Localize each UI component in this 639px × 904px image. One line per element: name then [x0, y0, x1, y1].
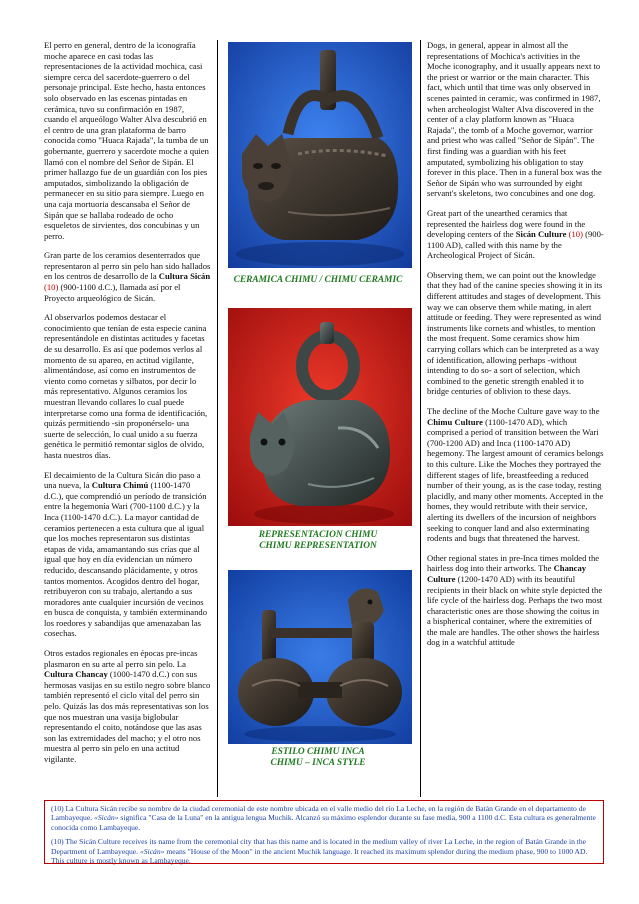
- es-paragraph-1: El perro en general, dentro de la iconografía moche aparece en casi todas las representaciones de la actividad mochica, casi siempre cerca del sacerdote-guerrero o del personaje principal. Este hecho, hasta entonces solo observado en las escenas pintadas en cerámica, tuvo su confirmación en 1987, cuando el arqueólogo Walter Alva descubrió en el centro de una gran plataforma de barro conocida como "Huaca Rajada", la tumba de un gobernante, guerrero y sacerdote moche a quien llamó con el nombre del Señor de Sipán. El primer hallazgo fue de un guardián con los pies amputados, simbolizando la obligación de permanecer en su sitio para siempre. Luego en una caja mortuoria descansaba el Señor de Sipán que se hallaba rodeado de ocho esqueletos de sirvientes, dos concubinas y un perro.: [44, 40, 209, 241]
- caption2-line2: CHIMU REPRESENTATION: [259, 541, 377, 551]
- es-p4-text-b: (1100-1470 d.C.), que comprendió un período de transición entre la hegemonía Wari (700-1100 d.C.) y la Inca (1100-1470 d.C.). La mayor cantidad de ceramios pertenecen a esta cultura que al igual que los moches representaron sus distintas etapas de vida, amamantando sus crías que al igual que hoy en día evidencian un número reducido, descansando plácidamente, y otros tantos momentos. Acogidos dentro del hogar, retribuyeron con su trabajo, alertando a sus moradores ante cualquier incursión de vecinos en busca de conquista, y también exterminando los roedores y sabandijas que amenazaban las cosechas.: [44, 480, 207, 639]
- en-p5-text-b: (1200-1470 AD) with its beautiful recipients in their black on white style depicted the life cycle of the hairless dog. Perhaps the two most characteristic ones are those showing the coitus in a bispherical container, where the extremities of the male are handles. The other shows the hairless dog in a watchful attitude: [427, 573, 603, 648]
- en-footnote-ref: (10): [568, 229, 583, 240]
- en-p4-text-b: (1100-1470 AD), which comprised a period of transition between the Wari (700-1200 AD) and Inca (1100-1470 AD) hegemony. The largest amount of ceramics belongs to this culture. Like the Moches they portrayed the different stages of life, breastfeeding a reduced number of their young, as is the case today, resting placidly, and many other moments. Accepted in the homes, they would retribute with their service, alerting its dwellers of the incursion of neighbors seeking to conquer land and also exterminating rodents and bugs that threatened the harvest.: [427, 416, 604, 544]
- es-p5-text-b: (1000-1470 d.C.) con sus hermosas vasijas en su estilo negro sobre blanco también representó el ciclo vital del perro sin pelo. Quizás las dos más representativas son los que nos muestran una vasija biglobular representando el coito, notándose que las asas son las extremidades del macho; y el otro nos muestra al perro sin pelo en una actitud vigilante.: [44, 669, 211, 764]
- es-culture-chancay: Cultura Chancay: [44, 669, 108, 680]
- en-p5-text-a: Other regional states in pre-Inca times molded the hairless dog into their artworks. The: [427, 552, 600, 574]
- en-paragraph-2: [427, 208, 604, 261]
- en-paragraph-4: [427, 406, 604, 544]
- es-paragraph-4: [44, 470, 211, 640]
- es-paragraph-5: [44, 648, 211, 765]
- es-p4-text-a: El decaimiento de la Cultura Sicán dio paso a una nueva, la: [44, 469, 201, 491]
- en-p2-text-a: Great part of the unearthed ceramics that represented the hairless dog were found in the developing centers of the: [427, 207, 586, 240]
- es-paragraph-2: [44, 250, 211, 303]
- caption3-line1: ESTILO CHIMU INCA: [271, 747, 365, 757]
- es-culture-sican: Cultura Sicán: [158, 271, 211, 282]
- english-text-column: [420, 40, 604, 797]
- footnote-box: [44, 800, 604, 864]
- chimu-representation-photo: [228, 308, 412, 526]
- es-p5-text-a: Otros estados regionales en épocas pre-incas plasmaron en su arte al perro sin pelo. La: [44, 648, 198, 669]
- en-paragraph-3: Observing them, we can point out the knowledge that they had of the canine species showing it in its different attitudes and stages of development. This way we can observe them while mating, in alert attitude or feeding. They were represented as wind instruments like cornets and whistles, to mention the most frequent. Some ceramics show him carrying collars which can be interpreted as a way of identification, allowing perhaps -without intending to do so- a sort of selection, which combined to the genetic strength enabled it to bridge centuries of oblivion to these days.: [427, 269, 603, 397]
- footnote-english: [51, 837, 597, 865]
- footnote-es-text-b: significa "Casa de la Luna" en la antigua lengua Muchik. Alcanzó su máximo esplendor durante su fase media, 900 a 1100 d.C. Esta cultura es generalmente conocida como Lambayeque.: [51, 813, 596, 832]
- en-culture-sican: Sicán Culture: [515, 229, 567, 240]
- es-p2-text-b: (900-1100 d.C.), llamada así por el Proyecto arqueológico de Sicán.: [44, 282, 181, 303]
- footnote-en-text-a: (10) The Sicán Culture receives its name from the ceremonial city that has this name and is located in the medium valley of river La Leche, in the region of Batán Grande in the Department of Lambayeque.: [51, 837, 587, 856]
- spanish-text-column: [44, 40, 218, 797]
- en-paragraph-1: Dogs, in general, appear in almost all the representations of Mochica's activities in the Moche iconography, and it usually appears next to the priest or warrior or the main character. This fact, which until that time was only observed in scenes painted in ceramic, was confirmed in 1987, when archeologist Walter Alva discovered in the center of a clay platform known as "Huaca Rajada", the tomb of a Moche governor, warrior and priest who was called "Señor de Sipán". The first finding was a guardian with his feet amputated, symbolizing his obligation to stay forever in this place. Then in a funeral box was the Señor de Sipán who was surrounded by eight servant's skeletons, two concubines and one dog.: [427, 40, 602, 199]
- en-p2-text-b: (900-1100 AD), called with this name by the Archeological Project of Sicán.: [427, 229, 604, 261]
- footnote-es-text-a: (10) La Cultura Sicán recibe su nombre de la ciudad ceremonial de este nombre ubicada en el valle medio del río La Leche, en la región de Batán Grande en el departamento de Lambayeque.: [51, 804, 586, 823]
- en-paragraph-5: [427, 553, 604, 648]
- caption-chimu-inca-style: [222, 747, 414, 769]
- es-culture-chimu: Cultura Chimú: [91, 480, 149, 491]
- caption-chimu-representation: [222, 530, 414, 552]
- chimu-ceramic-photo: [228, 42, 412, 268]
- caption3-line2: CHIMU – INCA STYLE: [270, 758, 366, 768]
- footnote-en-text-b: means "House of the Moon" in the ancient Muchik language. It reached its maximum splendor during the medium phase, 900 to 1000 AD. This culture is mostly known as Lambayeque.: [51, 846, 588, 866]
- photo-column: [222, 40, 414, 797]
- footnote-spanish: [51, 804, 597, 832]
- en-culture-chimu: Chimu Culture: [427, 416, 483, 427]
- en-p4-text-a: The decline of the Moche Culture gave way to the: [427, 406, 600, 416]
- page: [36, 40, 604, 865]
- en-culture-chancay: Chancay Culture: [427, 563, 587, 584]
- chimu-inca-style-photo: [228, 570, 412, 744]
- caption-chimu-ceramic: CERAMICA CHIMU / CHIMU CERAMIC: [233, 275, 403, 285]
- caption2-line1: REPRESENTACION CHIMU: [258, 530, 378, 540]
- es-paragraph-3: Al observarlos podemos destacar el conocimiento que tenían de esta especie canina representándole en distintas actitudes y facetas de su desarrollo. Es así que podemos verlos al momento de su apareo, en actitud vigilante, alimentándose, así como en instrumentos de viento como cornetas y silbatos, por decir lo más representativo. Algunos ceramios los muestran llevando collares lo cual puede interpretarse como una forma de identificación, quizás permitiendo -sin proponérselo- una suerte de selección, lo cual unido a su fuerza genética le permitió remontar siglos de olvido, hasta nuestros días.: [44, 312, 208, 460]
- es-p2-text-a: Gran parte de los ceramios desenterrados que representaron al perro sin pelo han sido hallados en los centros de desarrollo de la: [44, 250, 211, 282]
- es-footnote-ref: (10): [44, 282, 59, 293]
- footnote-en-sican-term: «Sicán»: [139, 846, 165, 856]
- footnote-es-sican-term: «Sicán»: [94, 813, 119, 823]
